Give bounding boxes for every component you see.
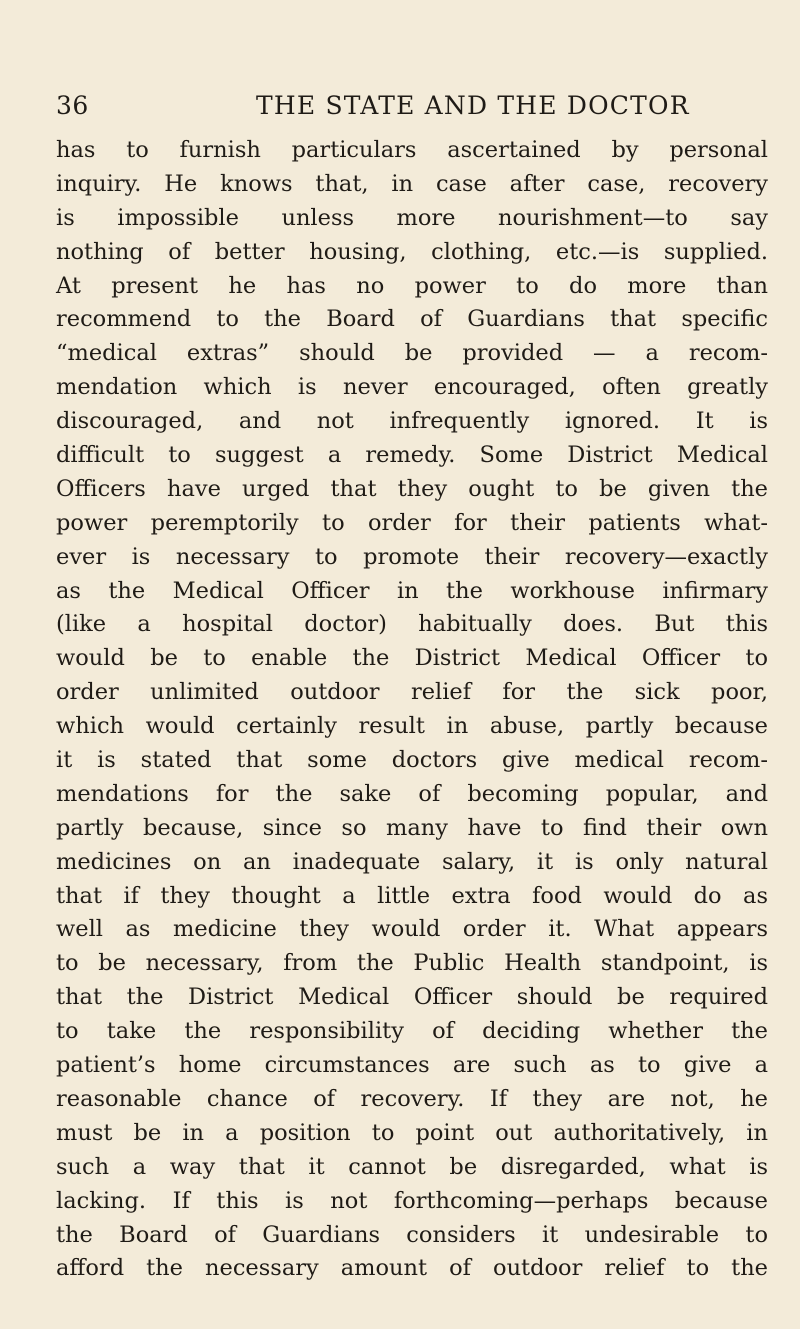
- text-line: patient’s home circumstances are such as to give a: [56, 1052, 768, 1079]
- text-line: ever is necessary to promote their recovery—exactly: [56, 543, 768, 570]
- text-line: (like a hospital doctor) habitually does. But this: [56, 611, 768, 638]
- text-line: lacking. If this is not forthcoming—perhaps because: [56, 1187, 768, 1214]
- text-line: such a way that it cannot be disregarded, what is: [56, 1153, 768, 1180]
- text-line: inquiry. He knows that, in case after case, recovery: [56, 170, 768, 197]
- text-line: difficult to suggest a remedy. Some District Medical: [56, 442, 768, 469]
- text-line: power peremptorily to order for their patients what-: [56, 509, 768, 536]
- text-line: At present he has no power to do more than: [56, 272, 768, 299]
- text-line: Officers have urged that they ought to be given the: [56, 475, 768, 502]
- page-number: 36: [56, 91, 89, 120]
- text-line: “medical extras” should be provided — a recom-: [56, 340, 768, 367]
- text-line: that if they thought a little extra food would do as: [56, 882, 768, 909]
- text-line: discouraged, and not infrequently ignored. It is: [56, 408, 768, 435]
- text-line: has to furnish particulars ascertained by personal: [56, 137, 768, 163]
- text-line: to be necessary, from the Public Health standpoint, is: [56, 950, 768, 977]
- text-line: mendation which is never encouraged, often greatly: [56, 374, 768, 401]
- text-line: afford the necessary amount of outdoor relief to the: [56, 1255, 768, 1282]
- text-line: mendations for the sake of becoming popular, and: [56, 780, 768, 807]
- text-line: that the District Medical Officer should be required: [56, 984, 768, 1011]
- text-line: the Board of Guardians considers it undesirable to: [56, 1221, 768, 1248]
- running-title: THE STATE AND THE DOCTOR: [256, 91, 690, 120]
- body-paragraph: [56, 134, 768, 1286]
- text-line: is impossible unless more nourishment—to say: [56, 204, 768, 231]
- text-line: partly because, since so many have to find their own: [56, 814, 768, 841]
- text-line: would be to enable the District Medical Officer to: [56, 645, 768, 672]
- text-line: well as medicine they would order it. What appears: [56, 916, 768, 943]
- text-line: reasonable chance of recovery. If they are not, he: [56, 1085, 768, 1112]
- text-line: which would certainly result in abuse, partly because: [56, 713, 768, 740]
- text-line: must be in a position to point out authoritatively, in: [56, 1119, 768, 1146]
- text-line: medicines on an inadequate salary, it is only natural: [56, 848, 768, 875]
- text-line: order unlimited outdoor relief for the sick poor,: [56, 679, 768, 706]
- running-head: [56, 88, 756, 124]
- text-line: it is stated that some doctors give medical recom-: [56, 747, 768, 774]
- text-line: nothing of better housing, clothing, etc.—is supplied.: [56, 238, 768, 265]
- text-line: as the Medical Officer in the workhouse infirmary: [56, 577, 768, 604]
- text-line: recommend to the Board of Guardians that specific: [56, 306, 768, 333]
- text-line: to take the responsibility of deciding whether the: [56, 1018, 768, 1045]
